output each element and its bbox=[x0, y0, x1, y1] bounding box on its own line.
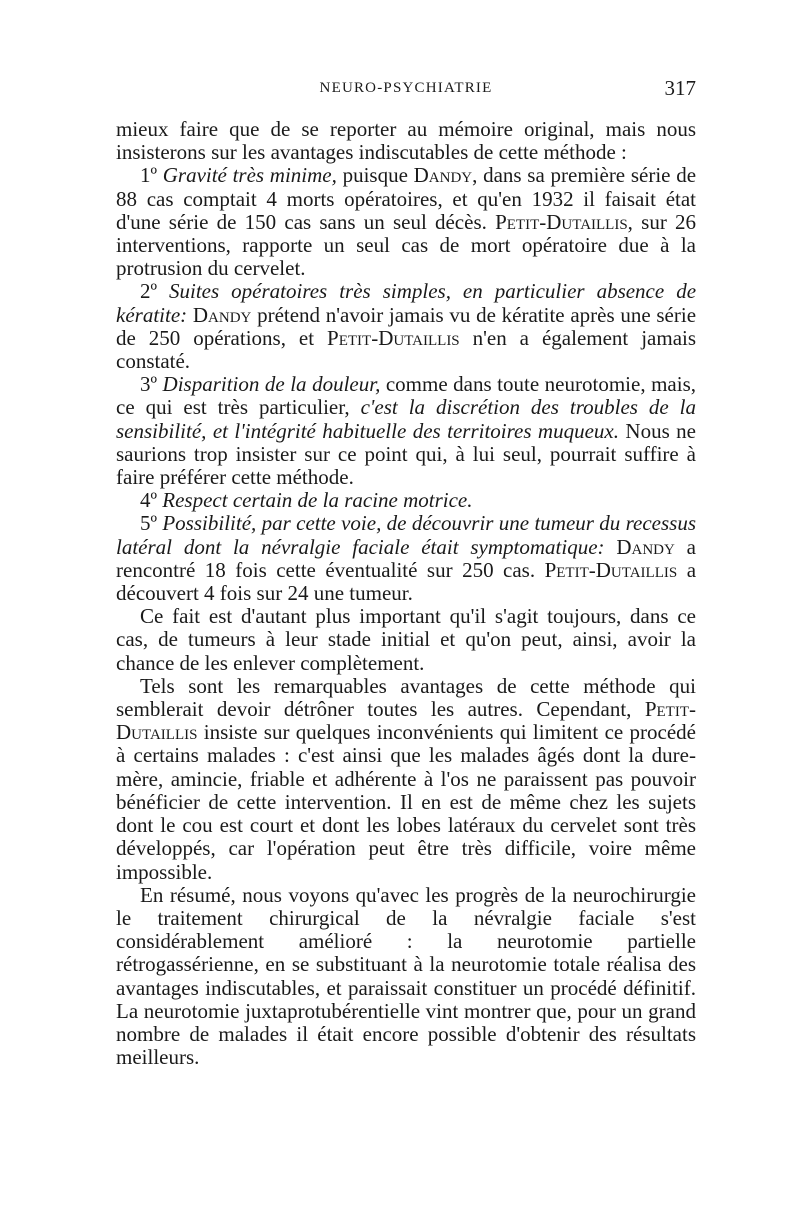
page-header bbox=[116, 76, 696, 102]
author-name: Dandy bbox=[616, 534, 675, 559]
paragraph-point-4 bbox=[116, 489, 696, 512]
point-title: Disparition de la douleur, bbox=[162, 372, 381, 397]
point-number: 5º bbox=[140, 511, 158, 536]
page-number: 317 bbox=[664, 76, 696, 100]
point-title: Suites opératoires très simples, en particulier absence de kératite: bbox=[116, 279, 697, 327]
point-number: 3º bbox=[140, 372, 158, 397]
paragraph-6: Ce fait est d'autant plus important qu'il s'agit toujours, dans ce cas, de tumeurs à leur stade initial et qu'on peut, ainsi, avoir la chance de les enlever complètement. bbox=[116, 604, 696, 675]
paragraph-8: En résumé, nous voyons qu'avec les progrès de la neurochirurgie le traitement chirurgical de la névralgie faciale s'est considérablement amélioré : la neurotomie partielle rétrogassérienne, en se substituant à la neurotomie totale réalisa des avantages indiscutables, et paraissait constituer un procédé définitif. La neurotomie juxtaprotubérentielle vint montrer que, pour un grand nombre de malades il était encore possible d'obtenir des résultats meilleurs. bbox=[116, 882, 696, 1070]
author-name: Petit-Dutaillis bbox=[116, 697, 696, 745]
point-number: 2º bbox=[140, 279, 158, 304]
author-name: Dandy bbox=[192, 302, 252, 327]
italic-emphasis: c'est la discrétion des troubles de la sensibilité, et l'intégrité habituelle des territoires muqueux. bbox=[116, 395, 697, 443]
point-title: Gravité très minime, bbox=[162, 163, 337, 188]
paragraph-point-1: 1º Gravité très minime, puisque Dandy, dans sa première série de 88 cas comptait 4 morts opératoires, et qu'en 1932 il faisait état d'une série de 150 cas sans un seul décès. Petit-Dutaillis, sur 26 interventions, rapporte un seul cas de mort opératoire due à la protrusion du cervelet. bbox=[116, 163, 697, 281]
paragraph-point-3: 3º Disparition de la douleur, comme dans toute neurotomie, mais, ce qui est très particulier, c'est la discrétion des troubles de la sensibilité, et l'intégrité habituelle des territoires muqueux. Nous ne saurions trop insister sur ce point qui, à lui seul, pourrait suffire à faire préférer cette méthode. bbox=[116, 372, 697, 490]
paragraph-point-2: 2º Suites opératoires très simples, en particulier absence de kératite: Dandy prétend n'avoir jamais vu de kératite après une série de 250 opérations, et Petit-Dutaillis n'en a également jamais constaté. bbox=[116, 279, 697, 374]
point-number: 1º bbox=[140, 163, 158, 188]
paragraph-point-5: 5º Possibilité, par cette voie, de découvrir une tumeur du recessus latéral dont la névralgie faciale était symptomatique: Dandy a rencontré 18 fois cette éventualité sur 250 cas. Petit-Dutaillis a découvert 4 fois sur 24 une tumeur. bbox=[116, 511, 697, 606]
author-name: Petit-Dutaillis bbox=[327, 325, 460, 350]
point-title: Respect certain de la racine motrice. bbox=[162, 488, 473, 513]
point-number: 4º bbox=[140, 488, 158, 513]
paragraph-7: Tels sont les remarquables avantages de cette méthode qui semblerait devoir détrôner toutes les autres. Cependant, Petit-Dutaillis insiste sur quelques inconvénients qui limitent ce procédé à certains malades : c'est ainsi que les malades âgés dont la dure-mère, amincie, friable et adhérente à l'os ne paraissent pas pouvoir bénéficier de cette intervention. Il en est de même chez les sujets dont le cou est court et dont les lobes latéraux du cervelet sont très développés, car l'opération peut être très difficile, voire même impossible. bbox=[116, 673, 697, 884]
point-title: Possibilité, par cette voie, de découvrir une tumeur du recessus latéral dont la névralgie faciale était symptomatique: bbox=[116, 511, 696, 559]
author-name: Dandy, bbox=[413, 163, 478, 188]
paragraph-intro: mieux faire que de se reporter au mémoire original, mais nous insisterons sur les avantages indiscutables de cette méthode : bbox=[116, 117, 696, 165]
running-title: NEURO-PSYCHIATRIE bbox=[319, 80, 493, 96]
author-name: Petit-Dutaillis bbox=[544, 557, 678, 582]
author-name: Petit-Dutaillis, bbox=[495, 209, 633, 234]
body-text bbox=[116, 118, 696, 1069]
